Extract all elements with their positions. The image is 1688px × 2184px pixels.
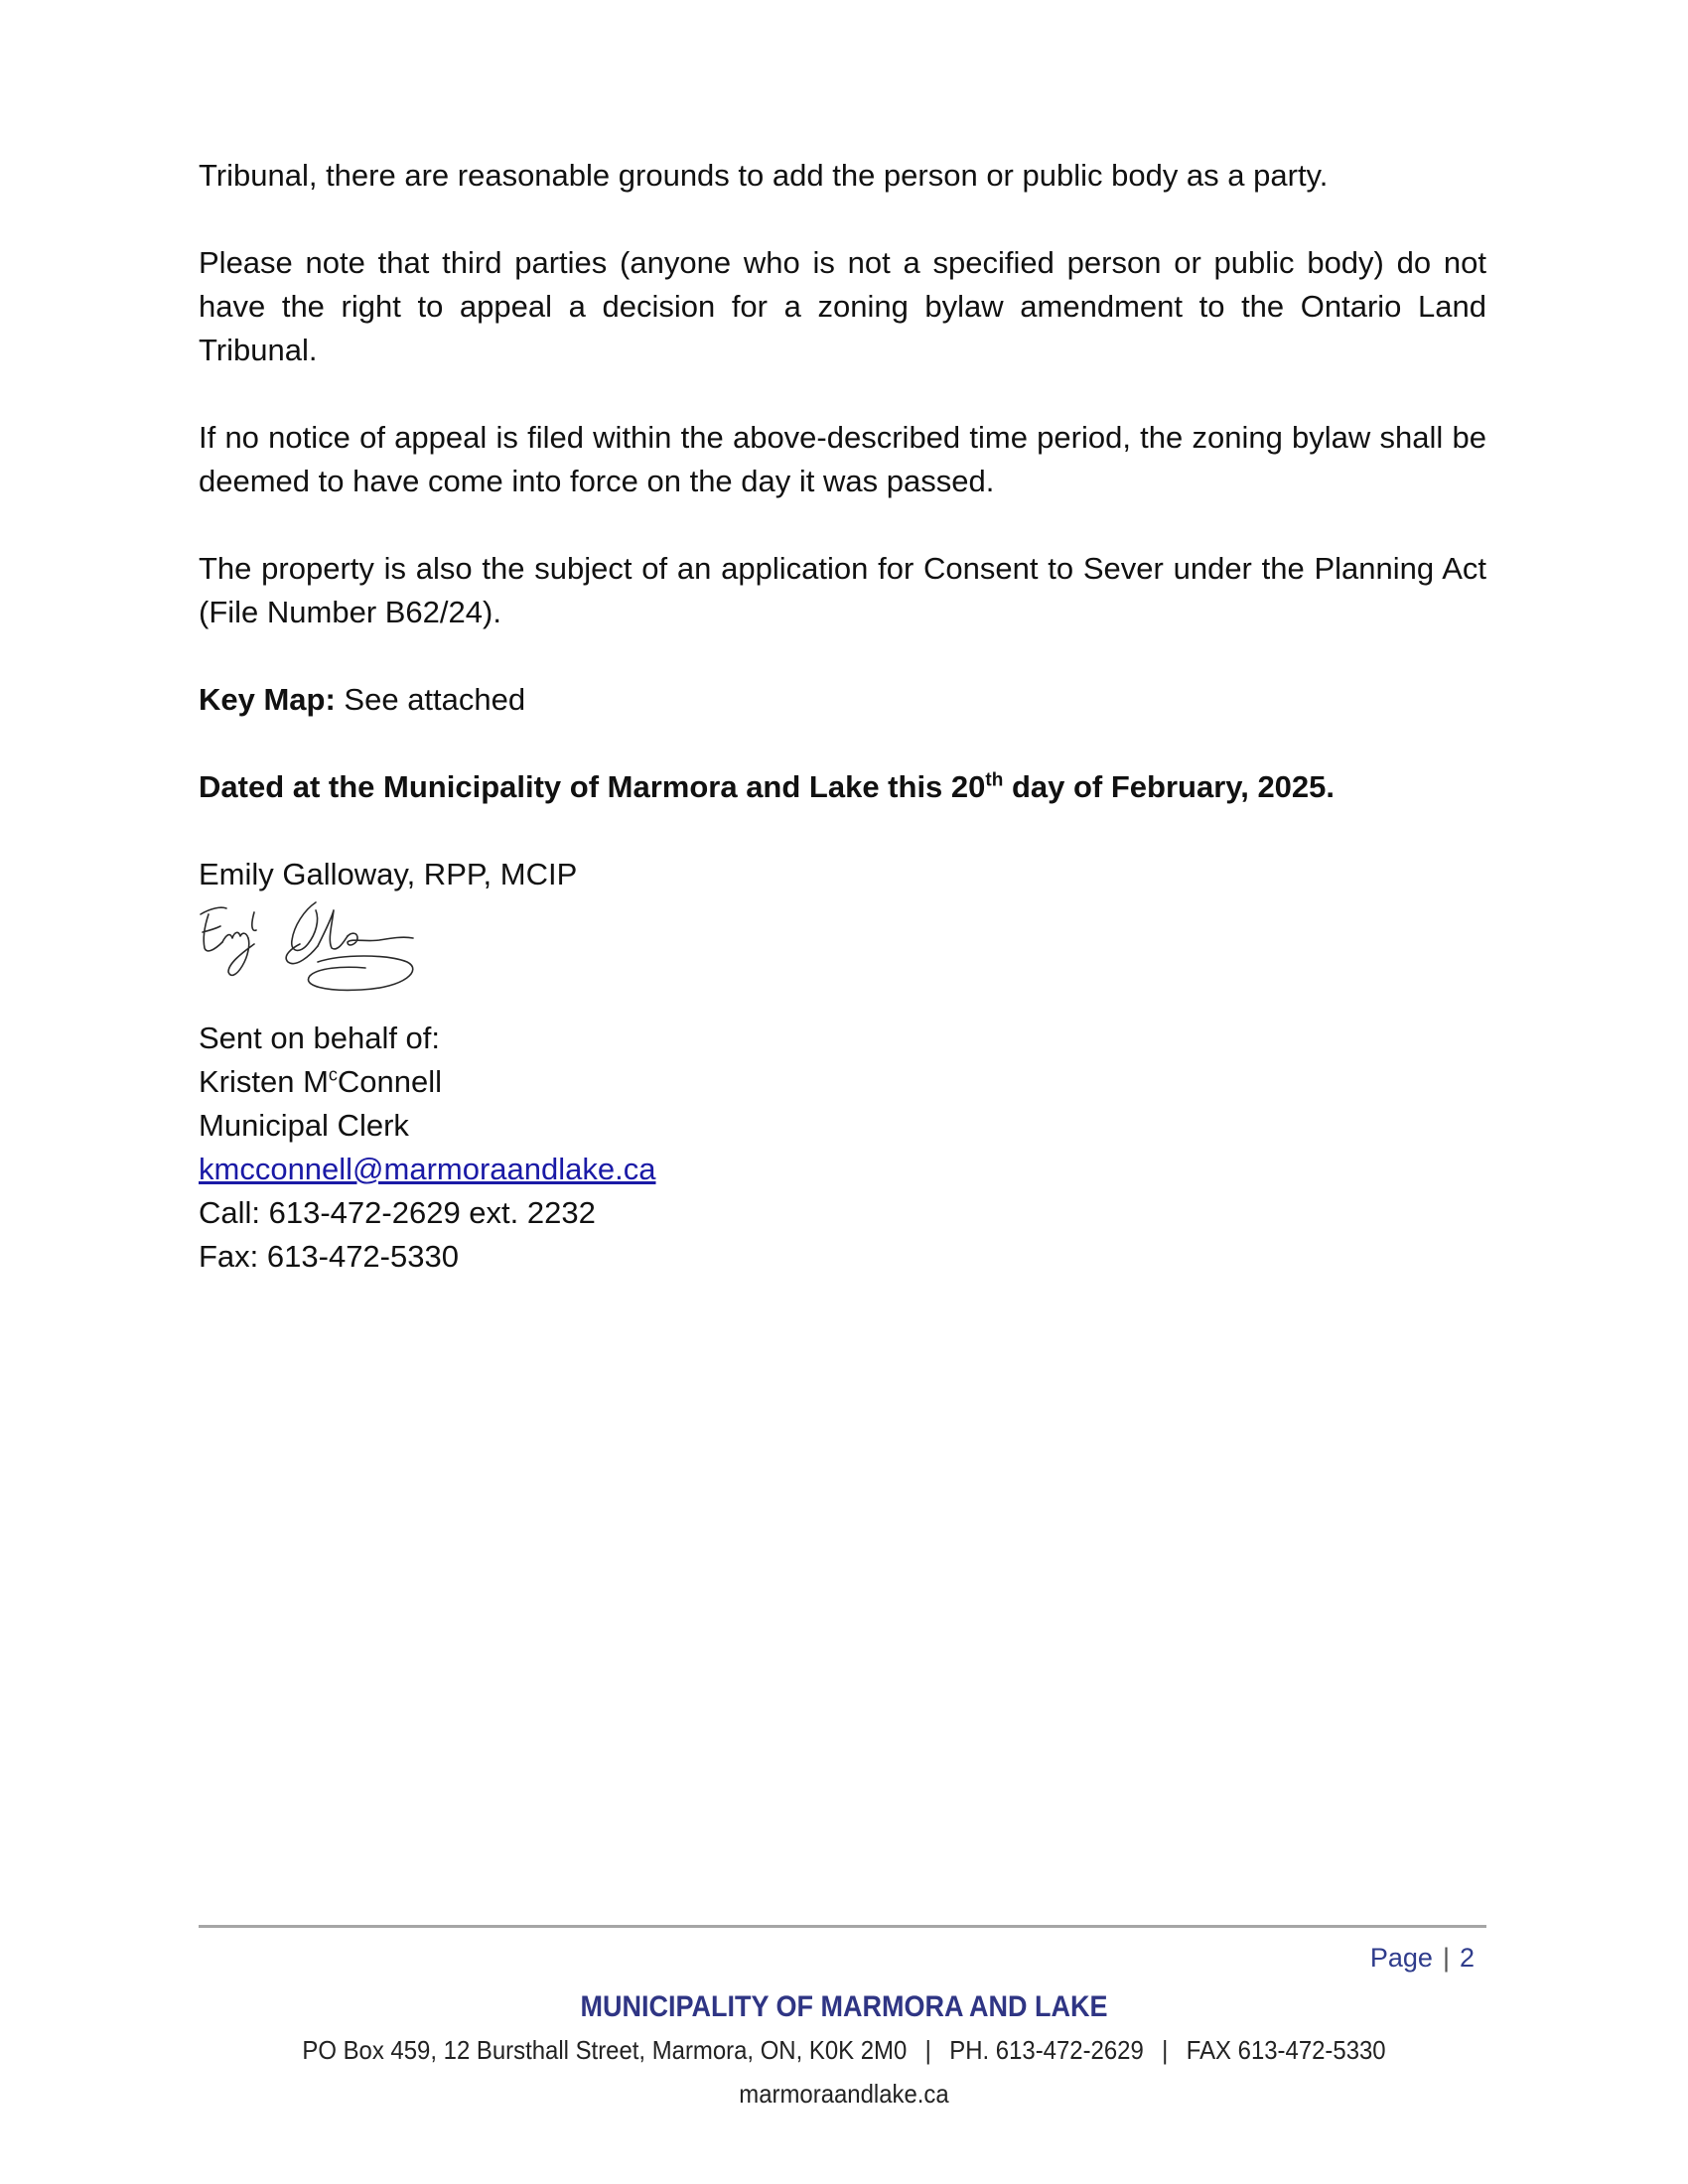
dated-line bbox=[199, 765, 1486, 809]
footer-divider bbox=[199, 1925, 1486, 1928]
paragraph-tribunal-grounds: Tribunal, there are reasonable grounds to add the person or public body as a party. bbox=[199, 158, 1329, 193]
contact-title: Municipal Clerk bbox=[199, 1108, 409, 1143]
footer-address: PO Box 459, 12 Bursthall Street, Marmora, ON, K0K 2M0 bbox=[302, 2035, 908, 2065]
handwritten-signature bbox=[193, 892, 431, 997]
email-link[interactable]: kmcconnell@marmoraandlake.ca bbox=[199, 1152, 656, 1186]
dated-suffix: day of February, 2025. bbox=[1003, 769, 1336, 804]
key-map-line bbox=[199, 678, 1486, 722]
dated-ordinal: th bbox=[985, 769, 1004, 791]
footer-separator: | bbox=[924, 2035, 931, 2065]
footer-organization: MUNICIPALITY OF MARMORA AND LAKE bbox=[580, 1990, 1108, 2023]
contact-email-row bbox=[199, 1148, 1486, 1191]
footer-separator: | bbox=[1162, 2035, 1169, 2065]
contact-phone: Call: 613-472-2629 ext. 2232 bbox=[199, 1195, 596, 1230]
page-separator: | bbox=[1442, 1943, 1450, 1973]
sent-on-behalf-label: Sent on behalf of: bbox=[199, 1021, 441, 1055]
paragraph-no-appeal: If no notice of appeal is filed within the above-described time period, the zoning bylaw shall be deemed to have come into force on the day it was passed. bbox=[199, 420, 1486, 498]
dated-prefix: Dated at the Municipality of Marmora and Lake this 20 bbox=[199, 769, 986, 804]
footer-fax: FAX 613-472-5330 bbox=[1186, 2035, 1386, 2065]
contact-block bbox=[199, 1017, 1486, 1279]
key-map-label: Key Map: bbox=[199, 682, 336, 717]
letter-body bbox=[199, 154, 1486, 1279]
contact-name-superscript: c bbox=[328, 1064, 338, 1085]
contact-name bbox=[199, 1060, 1486, 1104]
key-map-value: See attached bbox=[335, 682, 526, 717]
contact-fax: Fax: 613-472-5330 bbox=[199, 1239, 459, 1274]
contact-name-last: Connell bbox=[337, 1064, 443, 1099]
page-label: Page bbox=[1369, 1943, 1433, 1973]
footer-address-line bbox=[68, 2035, 1620, 2066]
paragraph-third-parties: Please note that third parties (anyone who is not a specified person or public body) do not have the right to appeal a decision for a zoning bylaw amendment to the Ontario Land Tribunal. bbox=[199, 245, 1486, 367]
page-number bbox=[1370, 1943, 1475, 1974]
contact-name-first: Kristen M bbox=[199, 1064, 329, 1099]
footer-website: marmoraandlake.ca bbox=[739, 2079, 949, 2109]
footer-phone: PH. 613-472-2629 bbox=[949, 2035, 1144, 2065]
paragraph-consent-to-sever: The property is also the subject of an application for Consent to Sever under the Planning Act (File Number B62/24). bbox=[199, 551, 1486, 629]
page-number-value: 2 bbox=[1459, 1943, 1475, 1973]
signer-name: Emily Galloway, RPP, MCIP bbox=[199, 857, 578, 891]
